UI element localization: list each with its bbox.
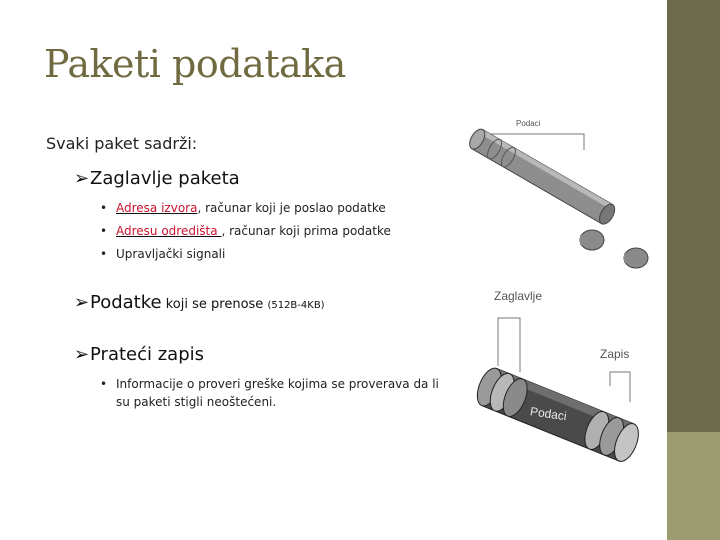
list-item-text: , računar koji je poslao podatke [197,201,386,215]
header-section-heading [74,168,240,189]
dot-bullet-icon: • [100,377,108,391]
list-item-text: Informacije o proveri greške kojima se proverava da li [116,377,439,391]
sidebar-band-top [667,0,720,432]
data-heading-size: (512B-4KB) [267,300,325,311]
packet-exploded-figure [456,110,654,270]
packet-exploded-diagram [456,110,654,270]
list-item [100,223,391,239]
slide-title: Paketi podataka [44,42,346,86]
destination-address-link[interactable]: Adresu odredišta [116,224,222,238]
data-heading-rest: koji se prenose [161,297,268,312]
list-item [100,376,439,392]
figure-payload-label: Podaci [529,404,568,424]
figure-trailer-label: Zapis [600,347,630,361]
source-address-link[interactable]: Adresa izvora [116,201,198,215]
arrow-bullet-icon: ➢ [74,168,90,189]
trailer-section-heading [74,344,204,365]
figure-header-label: Zaglavlje [494,289,543,303]
list-item-text: , računar koji prima podatke [221,224,391,238]
data-heading-strong: Podatke [90,292,162,313]
arrow-bullet-icon: ➢ [74,344,90,365]
packet-disc-group [580,230,648,268]
arrow-bullet-icon: ➢ [74,292,90,313]
list-item [100,246,225,262]
dot-bullet-icon: • [100,247,108,261]
packet-structure-figure [460,282,652,482]
packet-structure-diagram [460,282,652,482]
header-heading-text: Zaglavlje paketa [90,168,240,189]
list-item [100,200,386,216]
list-item-text: Upravljački signali [116,247,226,261]
dot-bullet-icon: • [100,224,108,238]
dot-bullet-icon: • [100,201,108,215]
figure-data-label: Podaci [516,119,541,128]
sidebar-band-bottom [667,432,720,540]
list-item-continuation: su paketi stigli neoštećeni. [116,395,277,409]
trailer-heading-text: Prateći zapis [90,344,205,365]
data-section-heading [74,292,325,313]
intro-text: Svaki paket sadrži: [46,134,198,153]
